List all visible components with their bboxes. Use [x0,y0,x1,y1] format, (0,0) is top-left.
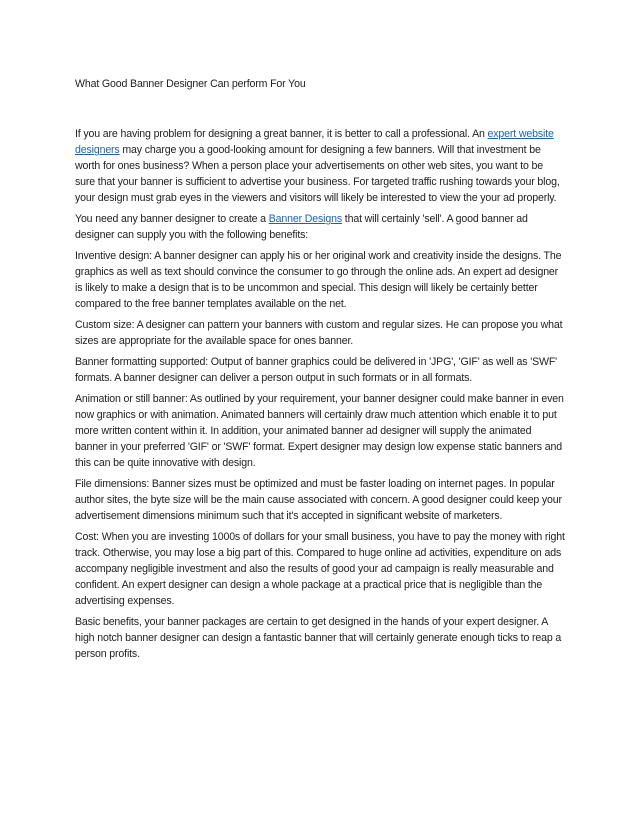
paragraph-file-dimensions: File dimensions: Banner sizes must be optimized and must be faster loading on internet pages. In popular author sites, the byte size will be the main cause associated with concern. A good designer could keep your advertisement dimensions minimum such that it's accepted in significant website of marketers. [75,478,562,522]
banner-designs-link[interactable]: Banner Designs [268,213,342,225]
paragraph-benefits-text-before: You need any banner designer to create a [75,213,269,225]
paragraph-banner-designer-benefits [75,211,565,243]
document-title: What Good Banner Designer Can perform For You [75,78,306,90]
paragraph-inventive-design: Inventive design: A banner designer can apply his or her original work and creativity inside the designs. The graphics as well as text should convince the consumer to go through the online ads. An expert ad designer is likely to make a design that is to be uncommon and special. This design will likely be certainly better compared to the free banner templates available on the net. [75,250,562,310]
paragraph-banner-formatting: Banner formatting supported: Output of banner graphics could be delivered in 'JPG', 'GIF' as well as 'SWF' formats. A banner designer can deliver a person output in such formats or in all formats. [75,356,558,384]
paragraph-cost: Cost: When you are investing 1000s of dollars for your small business, you have to pay the money with right track. Otherwise, you may lose a big part of this. Compared to huge online ad activities, expenditure on ads accompany negligible investment and also the results of good your ad campaign is really measurable and confident. An expert designer can design a whole package at a practical price that is negligible than the advertising expenses. [75,531,565,607]
paragraph-intro-text-after: may charge you a good-looking amount for designing a few banners. Will that investment be worth for ones business? When a person place your advertisements on other web sites, you want to be sure that your banner is sufficient to advertise your business. For targeted traffic rushing towards your blog, your design must grab eyes in the viewers and visitors will likely be interested to view the your ad properly. [75,144,560,204]
paragraph-animation-or-still: Animation or still banner: As outlined by your requirement, your banner designer could make banner in even now graphics or with animation. Animated banners will certainly draw much attention which enable it to put more written content within it. In addition, your animated banner ad designer will supply the animated banner in your preferred 'GIF' or 'SWF' format. Expert designer may design low expense static banners and this can be quite innovative with design. [75,393,564,469]
expert-website-designers-link[interactable]: expert website designers [75,128,554,156]
paragraph-benefits-text-after: that will certainly 'sell'. A good banner ad designer can supply you with the following benefits: [75,213,528,241]
paragraph-basic-benefits: Basic benefits, your banner packages are certain to get designed in the hands of your expert designer. A high notch banner designer can design a fantastic banner that will certainly generate enough ticks to reap a person profits. [75,616,562,660]
paragraph-intro-text-before: If you are having problem for designing a great banner, it is better to call a professional. An [75,128,488,140]
document-body [75,76,565,667]
paragraph-intro [75,126,565,206]
paragraph-custom-size: Custom size: A designer can pattern your banners with custom and regular sizes. He can propose you what sizes are appropriate for the available space for ones banner. [75,319,563,347]
